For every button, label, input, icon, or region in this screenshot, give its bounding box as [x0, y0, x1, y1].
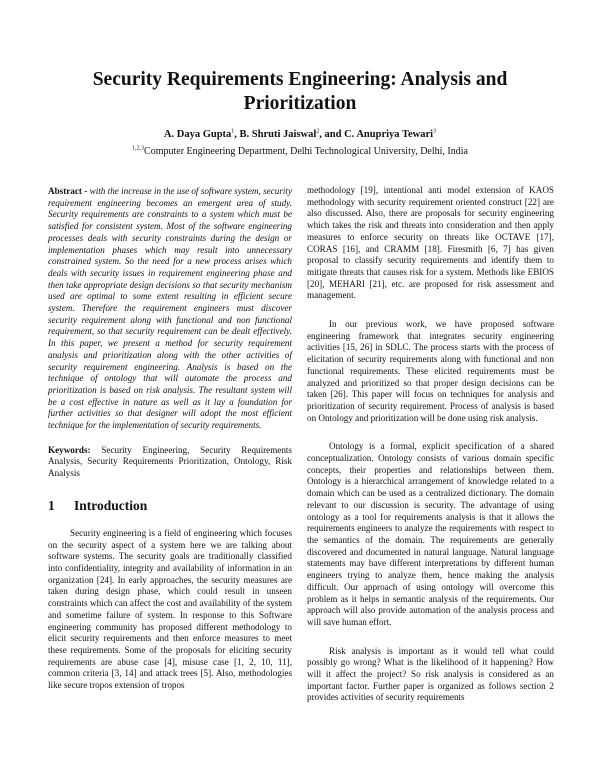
- body-paragraph: Risk analysis is important as it would tell what could possibly go wrong? What is the likelihood of it happening? How will it affect the project? So risk analysis is considered as an important factor. Further paper is organized as follows section 2 provides activities of security requirements: [307, 645, 554, 703]
- author-affiliation-mark: 2: [316, 128, 320, 135]
- author-name: C. Anupriya Tewari: [344, 129, 434, 140]
- body-paragraph: Ontology is a formal, explicit specification of a shared conceptualization. Ontology consists of various domain specific concepts, their properties and relationships between them. Ontology is a hierarchical arrangement of knowledge related to a domain which can be used as a centralized dictionary. The domain relevant to our discussion is security. The advantage of using ontology as a tool for requirements analysis is that it allows the requirements engineers to analyze the requirements with respect to the semantics of the domain. The requirements are generally discovered and documented in natural language. Natural language statements may have different interpretations by different human engineers trying to analyze them, hence making the analysis difficult. Our approach of using ontology will overcome this problem as it helps in semantic analysis of the requirements. Our approach will also provide automation of the analysis process and will save human effort.: [307, 441, 554, 627]
- keywords-label: Keywords:: [48, 444, 91, 455]
- author-name: B. Shruti Jaiswal: [239, 129, 317, 140]
- author-affiliation-mark: 3: [433, 128, 437, 135]
- abstract-text: with the increase in the use of software system, security requirement engineering becomes an emergent area of study. Security requirements are constraints to a system which must be satisfied for consistent system. Most of the software engineering processes deals with security constraints during the design or implementation phases which may result into unnecessary constrained system. So the need for a new process arises which deals with security issues in requirement engineering phase and then take appropriate design decisions so that security mechanism used are optimal to some extent resulting in efficient secure system. Therefore the requirement engineers must discover security requirement along with functional and non functional requirement, so that security requirement can be dealt effectively. In this paper, we present a method for security requirement analysis and prioritization along with the other activities of security requirement engineering. Analysis is based on the technique of ontology that will automate the process and prioritization is based on risk analysis. The resultant system will be a cost effective in nature as well as it lay a foundation for further activities so that designer will adopt the most efficient technique for the implementation of security requirements.: [48, 186, 292, 431]
- affiliation-text: Computer Engineering Department, Delhi Technological University, Delhi, India: [144, 146, 468, 157]
- right-column: [307, 185, 554, 704]
- abstract-dash: -: [81, 186, 90, 196]
- abstract: [48, 186, 292, 432]
- section-title: Introduction: [74, 497, 148, 513]
- keywords: [48, 445, 292, 480]
- affiliation-mark: 1,2,3: [132, 145, 145, 152]
- abstract-label: Abstract: [48, 186, 82, 196]
- author-list: [40, 129, 560, 140]
- author-separator: , and: [319, 129, 345, 140]
- paper-title: Security Requirements Engineering: Analysis and Prioritization: [92, 69, 508, 114]
- author-separator: ,: [234, 129, 240, 140]
- author-affiliation-mark: 1: [231, 128, 235, 135]
- body-paragraph: In our previous work, we have proposed software engineering framework that integrates security engineering activities [15, 26] in SDLC. The process starts with the process of elicitation of security requirements along with functional and non functional requirements. These elicited requirements must be analyzed and prioritized so that proper design decisions can be taken [26]. This paper will focus on techniques for analysis and prioritization of security requirement. Process of analysis is based on Ontology and prioritization will be done using risk analysis.: [307, 319, 554, 423]
- section-number: 1: [48, 497, 55, 513]
- affiliation: [40, 146, 560, 157]
- section-heading: [48, 498, 292, 514]
- keywords-text: Security Engineering, Security Requirements Analysis, Security Requirements Prioritization, Ontology, Risk Analysis: [48, 444, 292, 479]
- left-column: [48, 186, 292, 692]
- author-name: A. Daya Gupta: [163, 129, 232, 140]
- body-paragraph: Security engineering is a field of engineering which focuses on the security aspect of a system here we are talking about software systems. The security goals are traditionally classified into confidentiality, integrity and availability of information in an organization [24]. In early approaches, the security measures are taken during design phase, which could result in unseen constraints which can affect the cost and availability of the system and sometime failure of system. In response to this Software engineering community has proposed different methodology to elicit security requirements and then enforce measures to meet these requirements. Some of the proposals for eliciting security requirements are abuse case [4], misuse case [1, 2, 10, 11], common criteria [3, 14] and attack trees [5]. Also, methodologies like secure tropos extension of tropos: [48, 527, 292, 691]
- body-paragraph: methodology [19], intentional anti model extension of KAOS methodology with security requirement oriented construct [22] are also discussed. Also, there are proposals for security engineering which takes the risk and threats into consideration and then apply measures to enforce security on threats like OCTAVE [17], CORAS [16], and CRAMM [18]. Firesmith [6, 7] has given proposal to classify security requirements and identify them to mitigate threats that causes risk for a system. Methods like EBIOS [20], MEHARI [21], etc. are proposed for risk assessment and management.: [307, 185, 554, 301]
